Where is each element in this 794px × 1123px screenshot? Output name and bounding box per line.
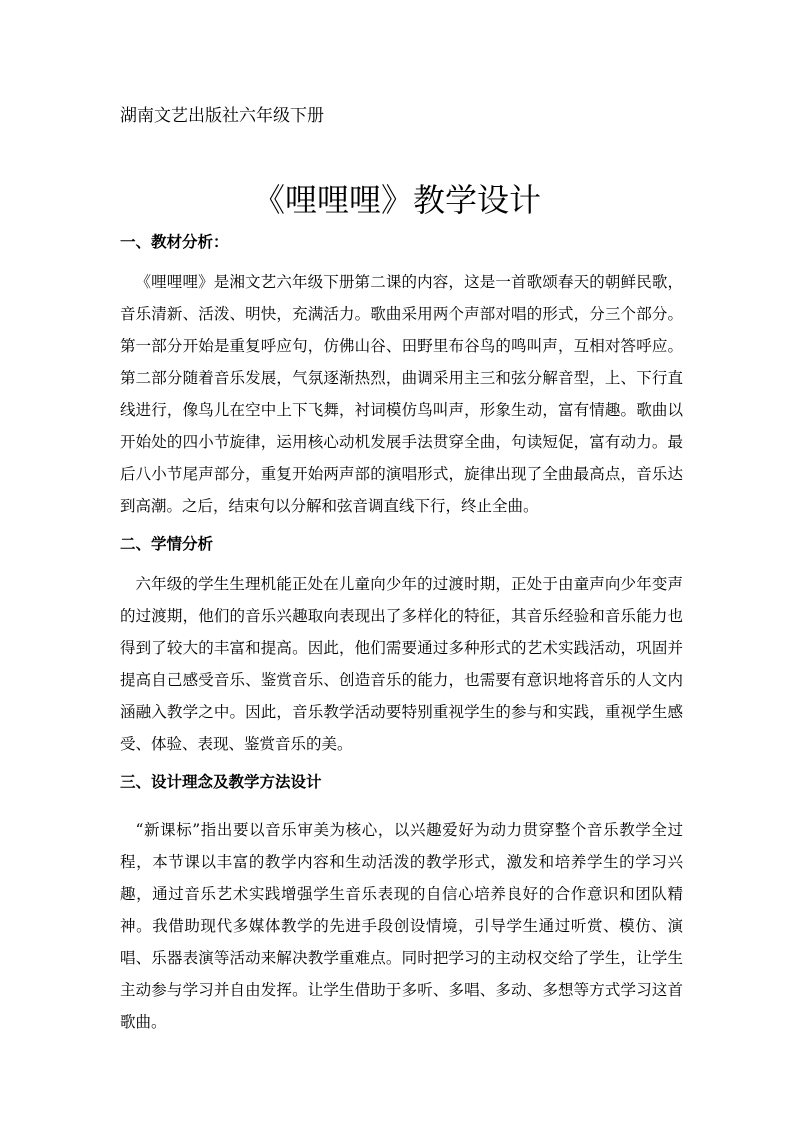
section-paragraph-student-analysis: 六年级的学生生理机能正处在儿童向少年的过渡时期，正处于由童声向少年变声的过渡期，他们的音乐兴趣取向表现出了多样化的特征，其音乐经验和音乐能力也得到了较大的丰富和提高。因此，他们需要通过多种形式的艺术实践活动，巩固并提高自己感受音乐、鉴赏音乐、创造音乐的能力，也需要有意识地将音乐的人文内涵融入教学之中。因此，音乐教学活动要特别重视学生的参与和实践，重视学生感受、体验、表现、鉴赏音乐的美。 [120,575,683,753]
page-title: 《哩哩哩》教学设计 [252,181,541,219]
section-heading-design-concept: 三、设计理念及教学方法设计 [120,772,322,791]
section-paragraph-design-concept: “新课标”指出要以音乐审美为核心，以兴趣爱好为动力贯穿整个音乐教学全过程，本节课以丰富的教学内容和生动活泼的教学形式，激发和培养学生的学习兴趣，通过音乐艺术实践增强学生音乐表现的自信心培养良好的合作意识和团队精神。我借助现代多媒体教学的先进手段创设情境，引导学生通过听赏、模仿、演唱、乐器表演等活动来解决教学重难点。同时把学习的主动权交给了学生，让学生主动参与学习并自由发挥。让学生借助于多听、多唱、多动、多想等方式学习这首歌曲。 [120,821,683,1031]
section-heading-student-analysis: 二、学情分析 [120,534,214,553]
publisher-subtitle: 湖南文艺出版社六年级下册 [120,106,324,126]
section-paragraph-textbook-analysis: 《哩哩哩》是湘文艺六年级下册第二课的内容，这是一首歌颂春天的朝鲜民歌，音乐清新、活泼、明快，充满活力。歌曲采用两个声部对唱的形式，分三个部分。第一部分开始是重复呼应句，仿佛山谷、田野里布谷鸟的鸣叫声，互相对答呼应。第二部分随着音乐发展，气氛逐渐热烈，曲调采用主三和弦分解音型，上、下行直线进行，像鸟儿在空中上下飞舞，衬词模仿鸟叫声，形象生动，富有情趣。歌曲以开始处的四小节旋律，运用核心动机发展手法贯穿全曲，句读短促，富有动力。最后八小节尾声部分，重复开始两声部的演唱形式，旋律出现了全曲最高点，音乐达到高潮。之后，结束句以分解和弦音调直线下行，终止全曲。 [120,273,683,515]
section-heading-textbook-analysis: 一、教材分析： [120,232,229,251]
